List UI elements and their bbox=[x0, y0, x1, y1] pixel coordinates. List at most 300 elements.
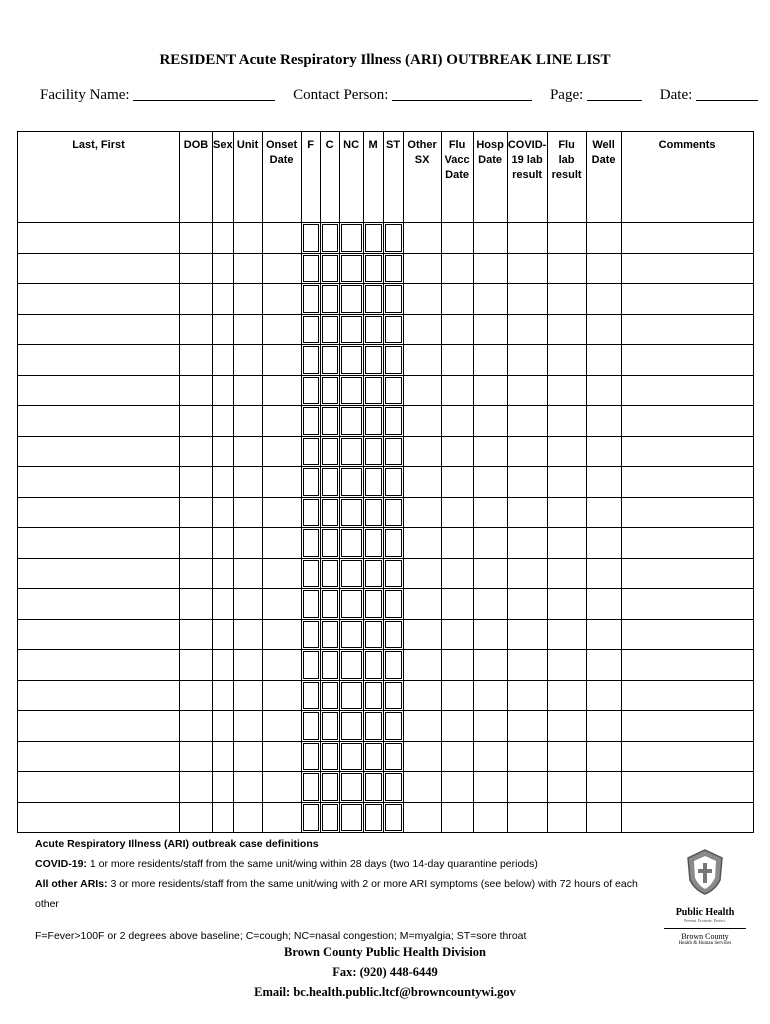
table-cell[interactable] bbox=[262, 345, 301, 376]
table-cell[interactable] bbox=[547, 314, 586, 345]
symptom-checkbox-cell[interactable] bbox=[383, 436, 403, 467]
symptom-checkbox[interactable] bbox=[365, 560, 382, 588]
symptom-checkbox[interactable] bbox=[341, 529, 362, 557]
table-cell[interactable] bbox=[586, 558, 621, 589]
table-cell[interactable] bbox=[586, 772, 621, 803]
symptom-checkbox[interactable] bbox=[365, 621, 382, 649]
symptom-checkbox[interactable] bbox=[385, 773, 402, 801]
table-cell[interactable] bbox=[507, 467, 547, 498]
symptom-checkbox-cell[interactable] bbox=[383, 772, 403, 803]
table-cell[interactable] bbox=[507, 589, 547, 620]
table-cell[interactable] bbox=[507, 802, 547, 833]
table-cell[interactable] bbox=[213, 223, 234, 254]
symptom-checkbox-cell[interactable] bbox=[320, 284, 339, 315]
table-cell[interactable] bbox=[621, 223, 753, 254]
symptom-checkbox-cell[interactable] bbox=[363, 314, 383, 345]
table-cell[interactable] bbox=[586, 802, 621, 833]
symptom-checkbox-cell[interactable] bbox=[383, 253, 403, 284]
table-cell[interactable] bbox=[403, 223, 441, 254]
table-cell[interactable] bbox=[262, 528, 301, 559]
table-cell[interactable] bbox=[586, 253, 621, 284]
table-cell[interactable] bbox=[18, 558, 180, 589]
table-cell[interactable] bbox=[441, 528, 473, 559]
table-cell[interactable] bbox=[473, 223, 507, 254]
table-cell[interactable] bbox=[441, 406, 473, 437]
table-cell[interactable] bbox=[586, 314, 621, 345]
symptom-checkbox-cell[interactable] bbox=[339, 406, 363, 437]
table-cell[interactable] bbox=[213, 375, 234, 406]
table-cell[interactable] bbox=[180, 406, 213, 437]
symptom-checkbox[interactable] bbox=[341, 346, 362, 374]
table-cell[interactable] bbox=[403, 558, 441, 589]
table-cell[interactable] bbox=[262, 711, 301, 742]
symptom-checkbox-cell[interactable] bbox=[363, 741, 383, 772]
table-cell[interactable] bbox=[262, 619, 301, 650]
table-cell[interactable] bbox=[403, 650, 441, 681]
symptom-checkbox[interactable] bbox=[341, 804, 362, 832]
symptom-checkbox-cell[interactable] bbox=[363, 253, 383, 284]
table-cell[interactable] bbox=[262, 589, 301, 620]
symptom-checkbox[interactable] bbox=[385, 682, 402, 710]
table-cell[interactable] bbox=[213, 558, 234, 589]
table-cell[interactable] bbox=[547, 375, 586, 406]
symptom-checkbox-cell[interactable] bbox=[363, 284, 383, 315]
symptom-checkbox[interactable] bbox=[303, 255, 319, 283]
table-cell[interactable] bbox=[507, 650, 547, 681]
table-cell[interactable] bbox=[473, 680, 507, 711]
table-cell[interactable] bbox=[233, 467, 262, 498]
table-cell[interactable] bbox=[473, 284, 507, 315]
table-cell[interactable] bbox=[473, 436, 507, 467]
table-cell[interactable] bbox=[547, 223, 586, 254]
symptom-checkbox-cell[interactable] bbox=[383, 680, 403, 711]
symptom-checkbox-cell[interactable] bbox=[301, 680, 320, 711]
table-cell[interactable] bbox=[213, 436, 234, 467]
symptom-checkbox[interactable] bbox=[322, 529, 338, 557]
symptom-checkbox-cell[interactable] bbox=[339, 345, 363, 376]
symptom-checkbox[interactable] bbox=[365, 651, 382, 679]
table-cell[interactable] bbox=[547, 284, 586, 315]
symptom-checkbox-cell[interactable] bbox=[363, 467, 383, 498]
symptom-checkbox-cell[interactable] bbox=[301, 467, 320, 498]
table-cell[interactable] bbox=[180, 619, 213, 650]
symptom-checkbox[interactable] bbox=[385, 712, 402, 740]
symptom-checkbox-cell[interactable] bbox=[301, 436, 320, 467]
table-cell[interactable] bbox=[547, 253, 586, 284]
table-cell[interactable] bbox=[180, 314, 213, 345]
table-cell[interactable] bbox=[213, 711, 234, 742]
table-cell[interactable] bbox=[233, 436, 262, 467]
date-field[interactable] bbox=[696, 86, 758, 101]
table-cell[interactable] bbox=[441, 589, 473, 620]
table-cell[interactable] bbox=[586, 223, 621, 254]
table-cell[interactable] bbox=[586, 497, 621, 528]
symptom-checkbox-cell[interactable] bbox=[383, 314, 403, 345]
symptom-checkbox-cell[interactable] bbox=[301, 406, 320, 437]
table-cell[interactable] bbox=[18, 528, 180, 559]
symptom-checkbox-cell[interactable] bbox=[320, 680, 339, 711]
symptom-checkbox-cell[interactable] bbox=[339, 802, 363, 833]
symptom-checkbox-cell[interactable] bbox=[339, 589, 363, 620]
table-cell[interactable] bbox=[213, 284, 234, 315]
symptom-checkbox-cell[interactable] bbox=[363, 589, 383, 620]
table-cell[interactable] bbox=[507, 284, 547, 315]
symptom-checkbox[interactable] bbox=[322, 285, 338, 313]
table-cell[interactable] bbox=[507, 314, 547, 345]
symptom-checkbox-cell[interactable] bbox=[301, 284, 320, 315]
symptom-checkbox-cell[interactable] bbox=[320, 497, 339, 528]
table-cell[interactable] bbox=[18, 345, 180, 376]
symptom-checkbox-cell[interactable] bbox=[320, 772, 339, 803]
symptom-checkbox-cell[interactable] bbox=[320, 528, 339, 559]
table-cell[interactable] bbox=[233, 558, 262, 589]
symptom-checkbox[interactable] bbox=[385, 529, 402, 557]
symptom-checkbox-cell[interactable] bbox=[320, 223, 339, 254]
table-cell[interactable] bbox=[180, 711, 213, 742]
table-cell[interactable] bbox=[547, 436, 586, 467]
table-cell[interactable] bbox=[473, 528, 507, 559]
table-cell[interactable] bbox=[180, 497, 213, 528]
table-cell[interactable] bbox=[403, 772, 441, 803]
table-cell[interactable] bbox=[473, 711, 507, 742]
symptom-checkbox[interactable] bbox=[303, 773, 319, 801]
symptom-checkbox-cell[interactable] bbox=[383, 528, 403, 559]
table-cell[interactable] bbox=[213, 345, 234, 376]
symptom-checkbox[interactable] bbox=[341, 438, 362, 466]
symptom-checkbox[interactable] bbox=[365, 590, 382, 618]
symptom-checkbox[interactable] bbox=[341, 560, 362, 588]
symptom-checkbox-cell[interactable] bbox=[301, 253, 320, 284]
symptom-checkbox[interactable] bbox=[322, 743, 338, 771]
table-cell[interactable] bbox=[621, 284, 753, 315]
table-cell[interactable] bbox=[621, 497, 753, 528]
table-cell[interactable] bbox=[233, 284, 262, 315]
symptom-checkbox[interactable] bbox=[303, 682, 319, 710]
symptom-checkbox[interactable] bbox=[365, 682, 382, 710]
table-cell[interactable] bbox=[18, 772, 180, 803]
symptom-checkbox-cell[interactable] bbox=[320, 345, 339, 376]
table-cell[interactable] bbox=[586, 589, 621, 620]
symptom-checkbox[interactable] bbox=[365, 224, 382, 252]
table-cell[interactable] bbox=[262, 436, 301, 467]
symptom-checkbox-cell[interactable] bbox=[301, 741, 320, 772]
table-cell[interactable] bbox=[621, 253, 753, 284]
symptom-checkbox[interactable] bbox=[385, 438, 402, 466]
table-cell[interactable] bbox=[18, 650, 180, 681]
symptom-checkbox-cell[interactable] bbox=[301, 223, 320, 254]
table-cell[interactable] bbox=[441, 497, 473, 528]
table-cell[interactable] bbox=[507, 223, 547, 254]
symptom-checkbox-cell[interactable] bbox=[363, 375, 383, 406]
table-cell[interactable] bbox=[586, 284, 621, 315]
symptom-checkbox-cell[interactable] bbox=[383, 284, 403, 315]
symptom-checkbox[interactable] bbox=[341, 499, 362, 527]
table-cell[interactable] bbox=[180, 650, 213, 681]
table-cell[interactable] bbox=[213, 314, 234, 345]
symptom-checkbox-cell[interactable] bbox=[320, 741, 339, 772]
symptom-checkbox-cell[interactable] bbox=[363, 772, 383, 803]
symptom-checkbox[interactable] bbox=[303, 377, 319, 405]
table-cell[interactable] bbox=[621, 741, 753, 772]
table-cell[interactable] bbox=[473, 558, 507, 589]
symptom-checkbox[interactable] bbox=[385, 285, 402, 313]
table-cell[interactable] bbox=[18, 741, 180, 772]
symptom-checkbox[interactable] bbox=[303, 224, 319, 252]
symptom-checkbox[interactable] bbox=[303, 712, 319, 740]
table-cell[interactable] bbox=[586, 619, 621, 650]
table-cell[interactable] bbox=[18, 589, 180, 620]
table-cell[interactable] bbox=[262, 467, 301, 498]
symptom-checkbox[interactable] bbox=[303, 438, 319, 466]
table-cell[interactable] bbox=[403, 467, 441, 498]
symptom-checkbox[interactable] bbox=[385, 590, 402, 618]
symptom-checkbox[interactable] bbox=[385, 743, 402, 771]
symptom-checkbox[interactable] bbox=[385, 621, 402, 649]
table-cell[interactable] bbox=[403, 680, 441, 711]
symptom-checkbox-cell[interactable] bbox=[383, 619, 403, 650]
symptom-checkbox[interactable] bbox=[322, 377, 338, 405]
symptom-checkbox[interactable] bbox=[341, 621, 362, 649]
table-cell[interactable] bbox=[547, 741, 586, 772]
symptom-checkbox-cell[interactable] bbox=[320, 253, 339, 284]
table-cell[interactable] bbox=[403, 741, 441, 772]
symptom-checkbox-cell[interactable] bbox=[339, 223, 363, 254]
table-cell[interactable] bbox=[403, 711, 441, 742]
table-cell[interactable] bbox=[213, 406, 234, 437]
table-cell[interactable] bbox=[180, 375, 213, 406]
symptom-checkbox-cell[interactable] bbox=[363, 802, 383, 833]
table-cell[interactable] bbox=[507, 406, 547, 437]
symptom-checkbox-cell[interactable] bbox=[363, 345, 383, 376]
symptom-checkbox[interactable] bbox=[341, 316, 362, 344]
symptom-checkbox-cell[interactable] bbox=[301, 375, 320, 406]
table-cell[interactable] bbox=[403, 314, 441, 345]
table-cell[interactable] bbox=[621, 314, 753, 345]
table-cell[interactable] bbox=[473, 497, 507, 528]
table-cell[interactable] bbox=[262, 741, 301, 772]
table-cell[interactable] bbox=[507, 497, 547, 528]
symptom-checkbox[interactable] bbox=[322, 316, 338, 344]
symptom-checkbox-cell[interactable] bbox=[383, 345, 403, 376]
symptom-checkbox[interactable] bbox=[303, 621, 319, 649]
table-cell[interactable] bbox=[18, 375, 180, 406]
symptom-checkbox[interactable] bbox=[365, 377, 382, 405]
table-cell[interactable] bbox=[180, 467, 213, 498]
table-cell[interactable] bbox=[473, 375, 507, 406]
table-cell[interactable] bbox=[403, 375, 441, 406]
table-cell[interactable] bbox=[586, 467, 621, 498]
symptom-checkbox[interactable] bbox=[365, 773, 382, 801]
table-cell[interactable] bbox=[233, 528, 262, 559]
symptom-checkbox[interactable] bbox=[385, 407, 402, 435]
table-cell[interactable] bbox=[586, 436, 621, 467]
table-cell[interactable] bbox=[262, 650, 301, 681]
table-cell[interactable] bbox=[507, 741, 547, 772]
table-cell[interactable] bbox=[586, 345, 621, 376]
table-cell[interactable] bbox=[18, 284, 180, 315]
table-cell[interactable] bbox=[180, 680, 213, 711]
table-cell[interactable] bbox=[403, 284, 441, 315]
table-cell[interactable] bbox=[586, 375, 621, 406]
symptom-checkbox-cell[interactable] bbox=[301, 589, 320, 620]
symptom-checkbox-cell[interactable] bbox=[339, 711, 363, 742]
table-cell[interactable] bbox=[473, 589, 507, 620]
table-cell[interactable] bbox=[180, 436, 213, 467]
table-cell[interactable] bbox=[441, 741, 473, 772]
table-cell[interactable] bbox=[547, 619, 586, 650]
symptom-checkbox[interactable] bbox=[322, 804, 338, 832]
table-cell[interactable] bbox=[233, 711, 262, 742]
table-cell[interactable] bbox=[621, 467, 753, 498]
table-cell[interactable] bbox=[507, 711, 547, 742]
table-cell[interactable] bbox=[18, 436, 180, 467]
symptom-checkbox-cell[interactable] bbox=[301, 772, 320, 803]
table-cell[interactable] bbox=[262, 253, 301, 284]
symptom-checkbox-cell[interactable] bbox=[339, 650, 363, 681]
table-cell[interactable] bbox=[441, 802, 473, 833]
table-cell[interactable] bbox=[547, 558, 586, 589]
table-cell[interactable] bbox=[547, 345, 586, 376]
table-cell[interactable] bbox=[547, 680, 586, 711]
symptom-checkbox-cell[interactable] bbox=[301, 711, 320, 742]
symptom-checkbox[interactable] bbox=[303, 285, 319, 313]
table-cell[interactable] bbox=[473, 772, 507, 803]
symptom-checkbox-cell[interactable] bbox=[339, 467, 363, 498]
symptom-checkbox[interactable] bbox=[385, 377, 402, 405]
table-cell[interactable] bbox=[18, 467, 180, 498]
table-cell[interactable] bbox=[18, 253, 180, 284]
table-cell[interactable] bbox=[18, 223, 180, 254]
table-cell[interactable] bbox=[233, 589, 262, 620]
table-cell[interactable] bbox=[403, 802, 441, 833]
symptom-checkbox-cell[interactable] bbox=[383, 558, 403, 589]
table-cell[interactable] bbox=[586, 680, 621, 711]
page-field[interactable] bbox=[587, 86, 642, 101]
symptom-checkbox[interactable] bbox=[303, 529, 319, 557]
table-cell[interactable] bbox=[233, 223, 262, 254]
symptom-checkbox-cell[interactable] bbox=[363, 650, 383, 681]
symptom-checkbox-cell[interactable] bbox=[339, 375, 363, 406]
table-cell[interactable] bbox=[586, 741, 621, 772]
table-cell[interactable] bbox=[213, 802, 234, 833]
table-cell[interactable] bbox=[213, 497, 234, 528]
symptom-checkbox-cell[interactable] bbox=[301, 528, 320, 559]
table-cell[interactable] bbox=[262, 375, 301, 406]
table-cell[interactable] bbox=[621, 589, 753, 620]
symptom-checkbox[interactable] bbox=[341, 773, 362, 801]
symptom-checkbox-cell[interactable] bbox=[301, 802, 320, 833]
table-cell[interactable] bbox=[507, 772, 547, 803]
table-cell[interactable] bbox=[586, 406, 621, 437]
table-cell[interactable] bbox=[441, 253, 473, 284]
facility-name-field[interactable] bbox=[133, 86, 275, 101]
table-cell[interactable] bbox=[621, 558, 753, 589]
symptom-checkbox[interactable] bbox=[303, 560, 319, 588]
symptom-checkbox[interactable] bbox=[322, 682, 338, 710]
symptom-checkbox-cell[interactable] bbox=[339, 497, 363, 528]
symptom-checkbox-cell[interactable] bbox=[383, 802, 403, 833]
symptom-checkbox[interactable] bbox=[322, 346, 338, 374]
symptom-checkbox[interactable] bbox=[322, 712, 338, 740]
table-cell[interactable] bbox=[621, 345, 753, 376]
symptom-checkbox-cell[interactable] bbox=[320, 375, 339, 406]
symptom-checkbox[interactable] bbox=[341, 407, 362, 435]
symptom-checkbox[interactable] bbox=[341, 651, 362, 679]
symptom-checkbox-cell[interactable] bbox=[383, 375, 403, 406]
symptom-checkbox-cell[interactable] bbox=[339, 436, 363, 467]
table-cell[interactable] bbox=[441, 650, 473, 681]
symptom-checkbox[interactable] bbox=[365, 529, 382, 557]
symptom-checkbox-cell[interactable] bbox=[383, 711, 403, 742]
table-cell[interactable] bbox=[262, 680, 301, 711]
table-cell[interactable] bbox=[403, 406, 441, 437]
symptom-checkbox-cell[interactable] bbox=[363, 528, 383, 559]
table-cell[interactable] bbox=[473, 345, 507, 376]
symptom-checkbox[interactable] bbox=[322, 560, 338, 588]
symptom-checkbox[interactable] bbox=[303, 804, 319, 832]
symptom-checkbox-cell[interactable] bbox=[363, 680, 383, 711]
table-cell[interactable] bbox=[180, 253, 213, 284]
table-cell[interactable] bbox=[507, 619, 547, 650]
symptom-checkbox-cell[interactable] bbox=[320, 467, 339, 498]
table-cell[interactable] bbox=[507, 436, 547, 467]
table-cell[interactable] bbox=[403, 619, 441, 650]
symptom-checkbox[interactable] bbox=[385, 316, 402, 344]
symptom-checkbox-cell[interactable] bbox=[383, 406, 403, 437]
symptom-checkbox-cell[interactable] bbox=[320, 650, 339, 681]
table-cell[interactable] bbox=[547, 528, 586, 559]
table-cell[interactable] bbox=[403, 345, 441, 376]
table-cell[interactable] bbox=[547, 711, 586, 742]
table-cell[interactable] bbox=[213, 680, 234, 711]
table-cell[interactable] bbox=[507, 253, 547, 284]
table-cell[interactable] bbox=[441, 436, 473, 467]
table-cell[interactable] bbox=[441, 467, 473, 498]
symptom-checkbox[interactable] bbox=[341, 682, 362, 710]
table-cell[interactable] bbox=[233, 802, 262, 833]
table-cell[interactable] bbox=[621, 802, 753, 833]
symptom-checkbox-cell[interactable] bbox=[363, 711, 383, 742]
table-cell[interactable] bbox=[18, 406, 180, 437]
table-cell[interactable] bbox=[441, 619, 473, 650]
table-cell[interactable] bbox=[262, 223, 301, 254]
symptom-checkbox[interactable] bbox=[322, 590, 338, 618]
symptom-checkbox[interactable] bbox=[322, 468, 338, 496]
symptom-checkbox-cell[interactable] bbox=[339, 253, 363, 284]
table-cell[interactable] bbox=[441, 772, 473, 803]
table-cell[interactable] bbox=[547, 772, 586, 803]
table-cell[interactable] bbox=[262, 406, 301, 437]
symptom-checkbox[interactable] bbox=[365, 743, 382, 771]
symptom-checkbox[interactable] bbox=[341, 712, 362, 740]
symptom-checkbox[interactable] bbox=[322, 621, 338, 649]
symptom-checkbox-cell[interactable] bbox=[363, 406, 383, 437]
symptom-checkbox-cell[interactable] bbox=[320, 406, 339, 437]
symptom-checkbox[interactable] bbox=[341, 285, 362, 313]
table-cell[interactable] bbox=[262, 314, 301, 345]
table-cell[interactable] bbox=[262, 497, 301, 528]
table-cell[interactable] bbox=[621, 772, 753, 803]
table-cell[interactable] bbox=[473, 650, 507, 681]
symptom-checkbox-cell[interactable] bbox=[301, 650, 320, 681]
symptom-checkbox[interactable] bbox=[365, 407, 382, 435]
table-cell[interactable] bbox=[473, 253, 507, 284]
table-cell[interactable] bbox=[473, 314, 507, 345]
table-cell[interactable] bbox=[180, 558, 213, 589]
symptom-checkbox-cell[interactable] bbox=[320, 436, 339, 467]
symptom-checkbox-cell[interactable] bbox=[339, 528, 363, 559]
table-cell[interactable] bbox=[213, 741, 234, 772]
